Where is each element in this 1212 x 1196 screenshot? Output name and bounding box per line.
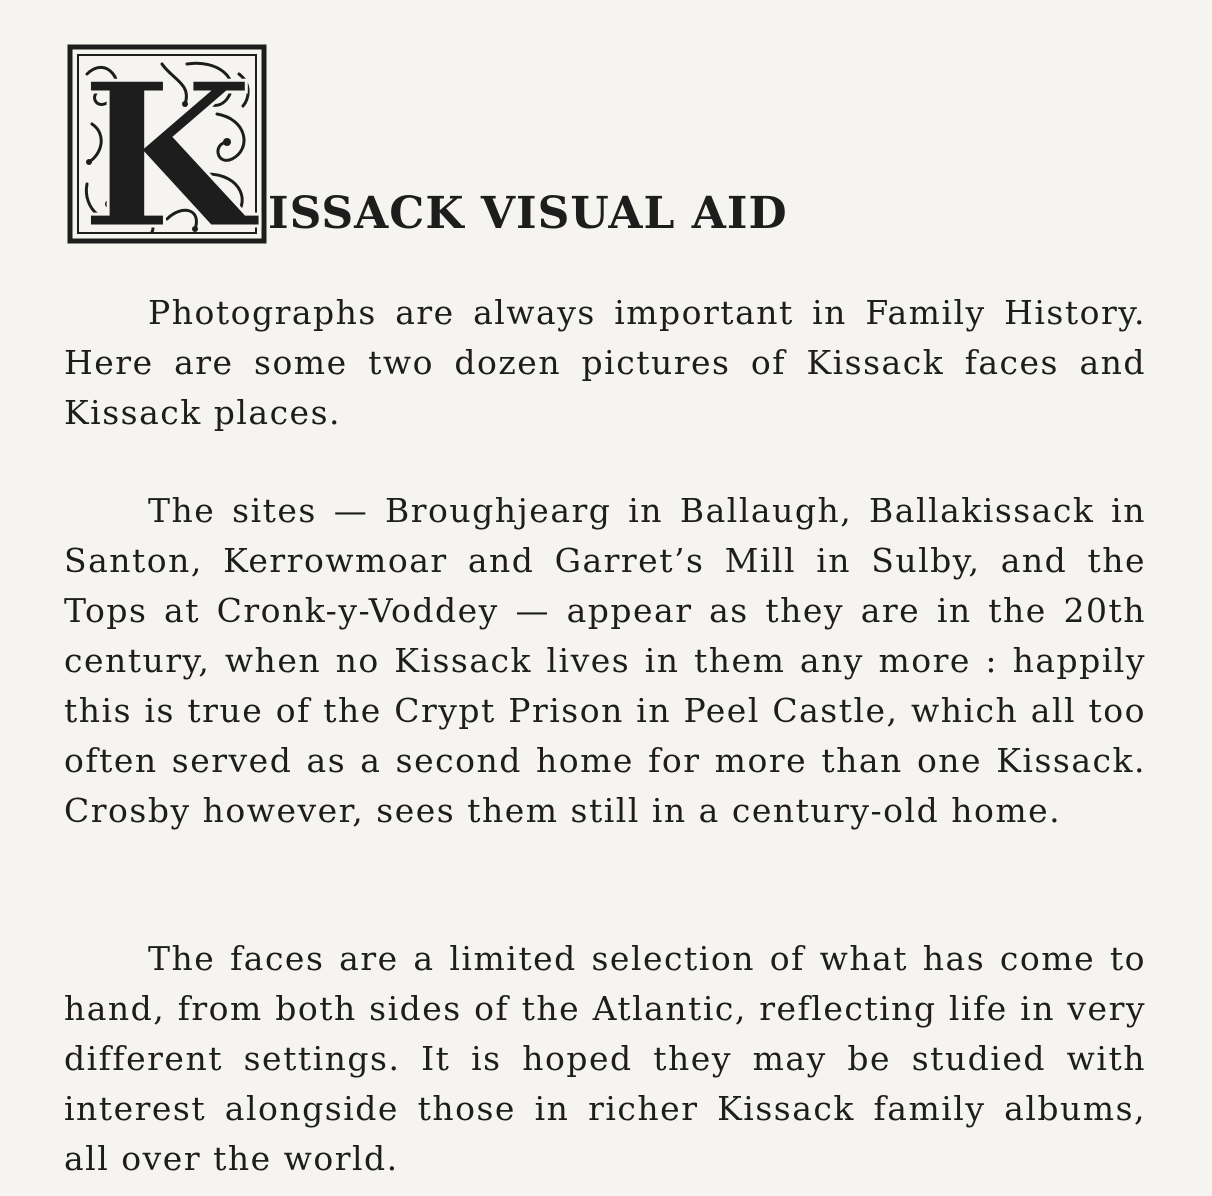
decorated-drop-cap	[67, 44, 267, 244]
drop-cap-letter: K	[80, 44, 254, 244]
paragraph-faces: The faces are a limited selection of what has come to hand, from both sides of the Atlantic, reflecting life in very different settings. It is hoped they may be studied with interest alongside those in richer Kissack family albums, all over the world.	[64, 939, 1146, 1178]
page-title: ISSACK VISUAL AID	[268, 188, 788, 239]
paragraph-intro: Photographs are always important in Family History. Here are some two dozen pictures of Kissack faces and Kissack places.	[64, 293, 1146, 432]
ornament-icon	[67, 44, 267, 244]
paragraph-sites: The sites — Broughjearg in Ballaugh, Ballakissack in Santon, Kerrowmoar and Garret’s Mill in Sulby, and the Tops at Cronk-y-Voddey — appear as they are in the 20th century, when no Kissack lives in them any more : happily this is true of the Crypt Prison in Peel Castle, which all too often served as a second home for more than one Kissack. Crosby however, sees them still in a century-old home.	[64, 491, 1146, 830]
